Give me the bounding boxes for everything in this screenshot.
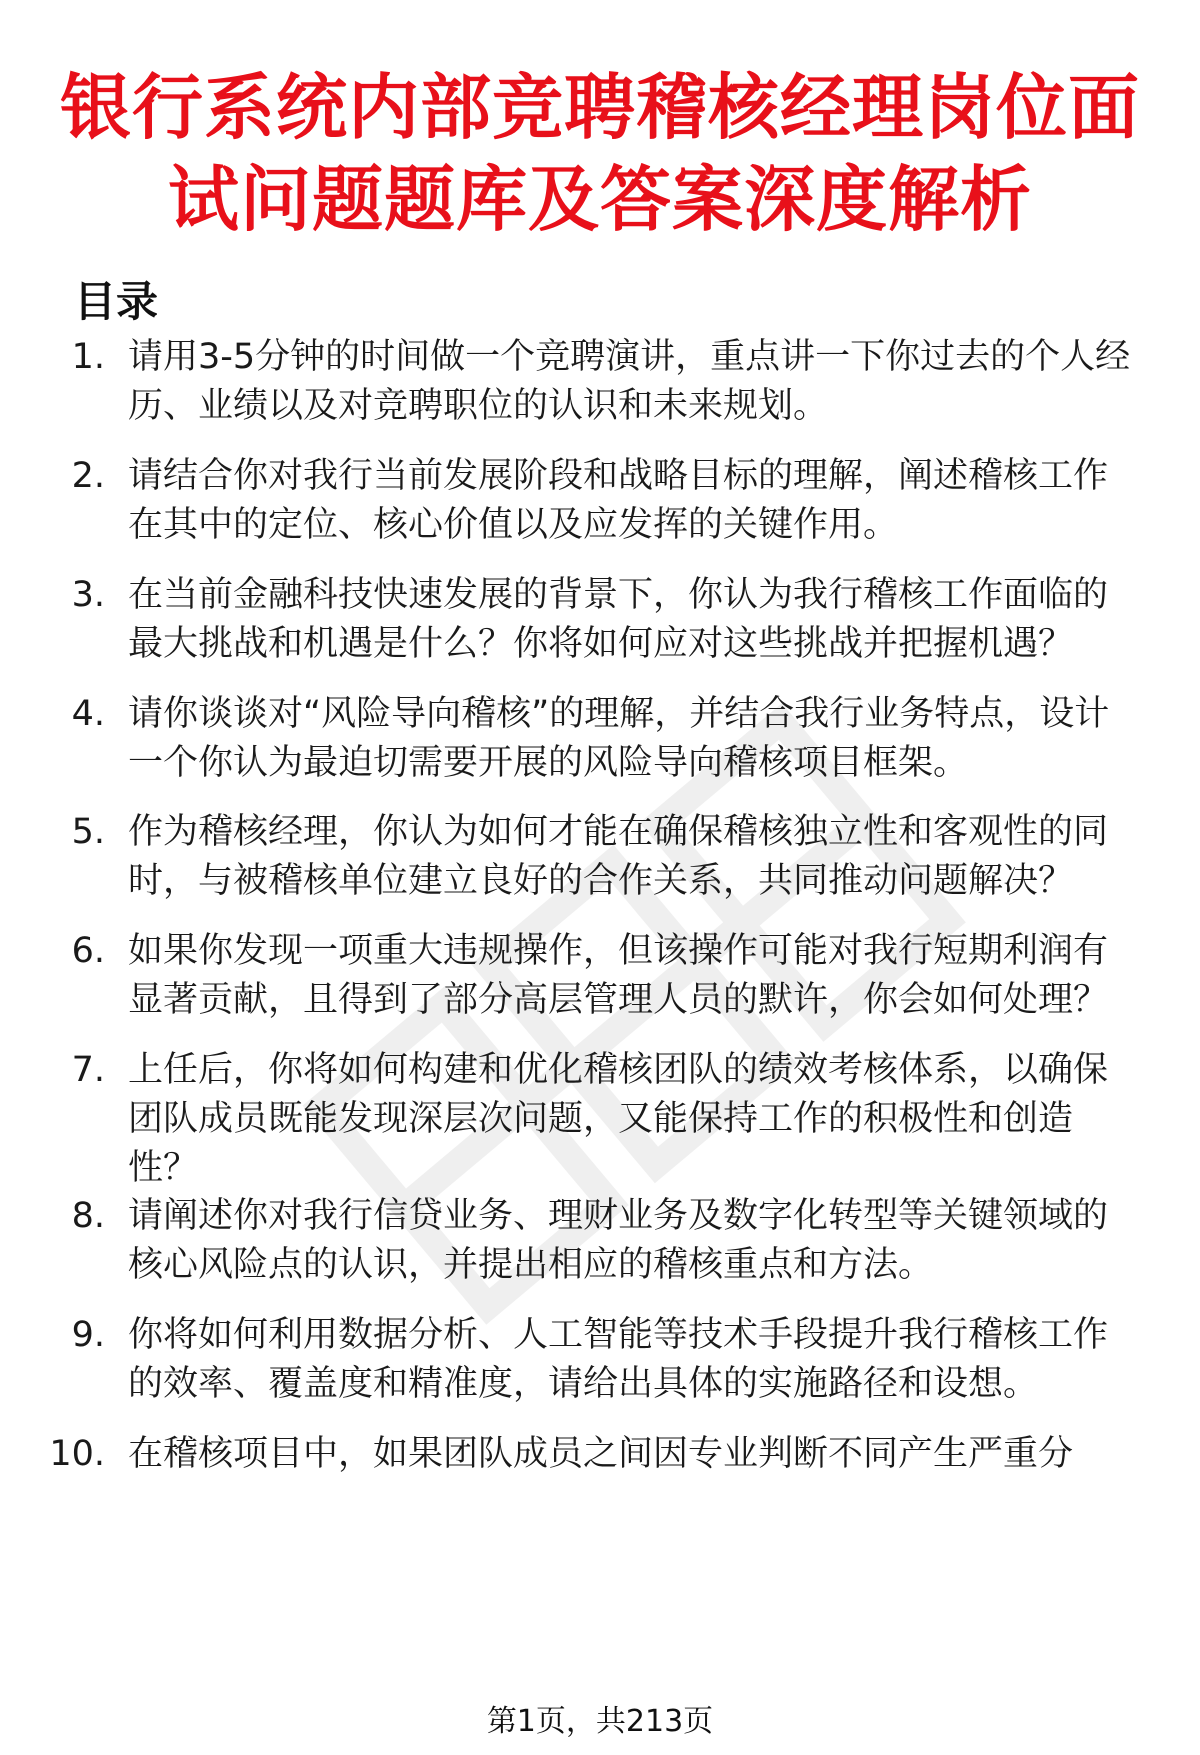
document-title: 银行系统内部竞聘稽核经理岗位面试问题题库及答案深度解析 [60,66,1141,241]
toc-item-number: 4. [71,694,105,734]
toc-item-text: 请用3-5分钟的时间做一个竞聘演讲，重点讲一下你过去的个人经历、业绩以及对竞聘职位的认识和未来规划。 [128,337,1131,426]
toc-item-text: 在稽核项目中，如果团队成员之间因专业判断不同产生严重分 [128,1434,1074,1474]
toc-item-text: 请阐述你对我行信贷业务、理财业务及数字化转型等关键领域的核心风险点的认识，并提出相应的稽核重点和方法。 [128,1196,1109,1285]
page-footer: 第1页，共213页 [486,1704,714,1739]
toc-item-text: 在当前金融科技快速发展的背景下，你认为我行稽核工作面临的最大挑战和机遇是什么？你将如何应对这些挑战并把握机遇？ [128,575,1109,664]
toc-item-text: 请你谈谈对“风险导向稽核”的理解，并结合我行业务特点，设计一个你认为最迫切需要开展的风险导向稽核项目框架。 [128,694,1110,783]
toc-item-text: 请结合你对我行当前发展阶段和战略目标的理解，阐述稽核工作在其中的定位、核心价值以及应发挥的关键作用。 [128,456,1109,545]
toc-item-number: 3. [71,575,105,615]
toc-item-number: 1. [71,337,105,377]
toc-item-number: 6. [71,931,105,971]
toc-item-text: 你将如何利用数据分析、人工智能等技术手段提升我行稽核工作的效率、覆盖度和精准度，请给出具体的实施路径和设想。 [128,1315,1109,1404]
toc-item-text: 上任后，你将如何构建和优化稽核团队的绩效考核体系，以确保团队成员既能发现深层次问题，又能保持工作的积极性和创造性？ [128,1050,1109,1188]
toc-item-number: 5. [71,812,105,852]
toc-item-number: 10. [49,1434,105,1474]
toc-item-number: 7. [71,1050,105,1090]
toc-item-number: 8. [71,1196,105,1236]
toc-item-text: 如果你发现一项重大违规操作，但该操作可能对我行短期利润有显著贡献，且得到了部分高层管理人员的默许，你会如何处理？ [128,931,1109,1020]
toc-item-number: 2. [71,456,105,496]
toc-heading: 目录 [74,277,159,326]
toc-item-number: 9. [71,1315,105,1355]
toc-item-text: 作为稽核经理，你认为如何才能在确保稽核独立性和客观性的同时，与被稽核单位建立良好的合作关系，共同推动问题解决？ [128,812,1109,901]
